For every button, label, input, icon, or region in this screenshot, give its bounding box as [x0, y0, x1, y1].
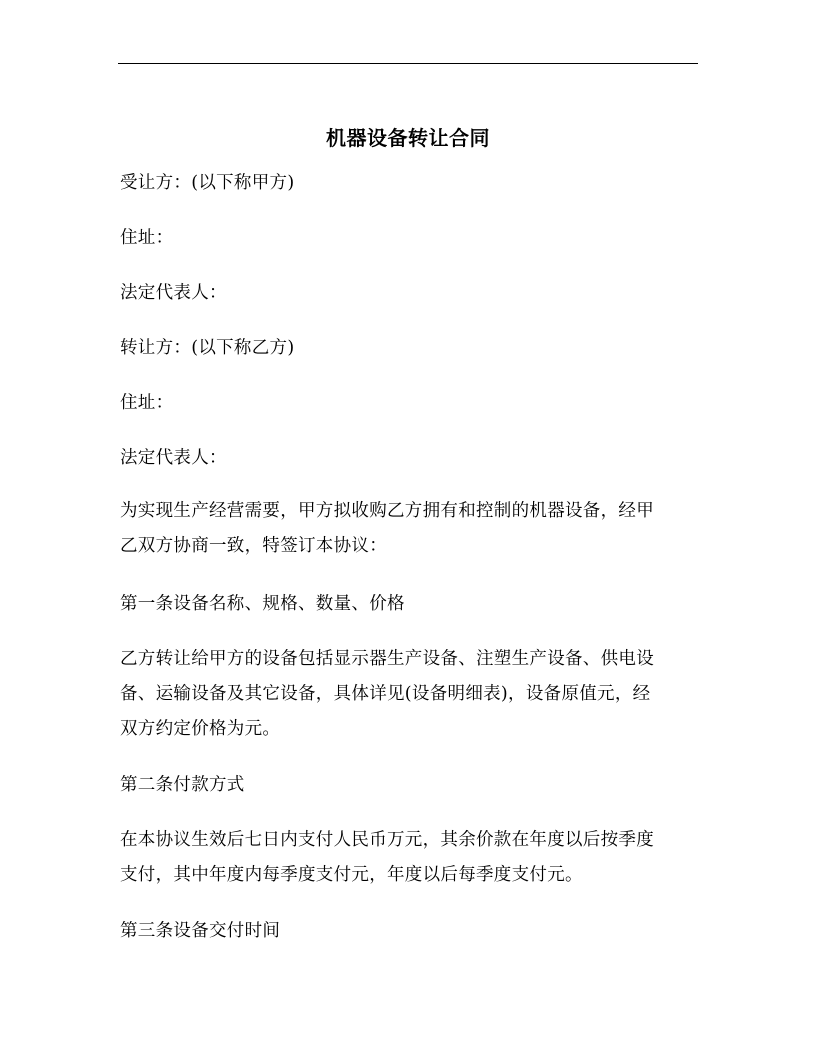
- transferor-line: 转让方：(以下称乙方): [120, 338, 295, 358]
- article-1-line-2: 备、运输设备及其它设备，具体详见(设备明细表)，设备原值元，经: [120, 684, 651, 704]
- transferor-representative-line: 法定代表人：: [120, 448, 227, 468]
- article-2-line-1: 在本协议生效后七日内支付人民币万元，其余价款在年度以后按季度: [120, 830, 654, 850]
- article-1-paragraph: [120, 642, 700, 747]
- document-title: 机器设备转让合同: [326, 126, 490, 150]
- article-3-heading: 第三条设备交付时间: [120, 921, 281, 941]
- transferee-representative-line: 法定代表人：: [120, 283, 227, 303]
- transferee-address-line: 住址：: [120, 228, 174, 248]
- intro-line-2: 乙双方协商一致，特签订本协议：: [120, 536, 387, 556]
- transferee-line: 受让方：(以下称甲方): [120, 173, 295, 193]
- article-1-line-1: 乙方转让给甲方的设备包括显示器生产设备、注塑生产设备、供电设: [120, 649, 654, 669]
- transferor-address-line: 住址：: [120, 393, 174, 413]
- article-1-line-3: 双方约定价格为元。: [120, 719, 281, 739]
- article-2-heading: 第二条付款方式: [120, 775, 245, 795]
- intro-paragraph: [120, 494, 700, 564]
- intro-line-1: 为实现生产经营需要，甲方拟收购乙方拥有和控制的机器设备，经甲: [120, 501, 654, 521]
- article-2-line-2: 支付，其中年度内每季度支付元，年度以后每季度支付元。: [120, 865, 583, 885]
- article-2-paragraph: [120, 823, 700, 893]
- article-1-heading: 第一条设备名称、规格、数量、价格: [120, 594, 405, 614]
- header-rule: [118, 63, 698, 64]
